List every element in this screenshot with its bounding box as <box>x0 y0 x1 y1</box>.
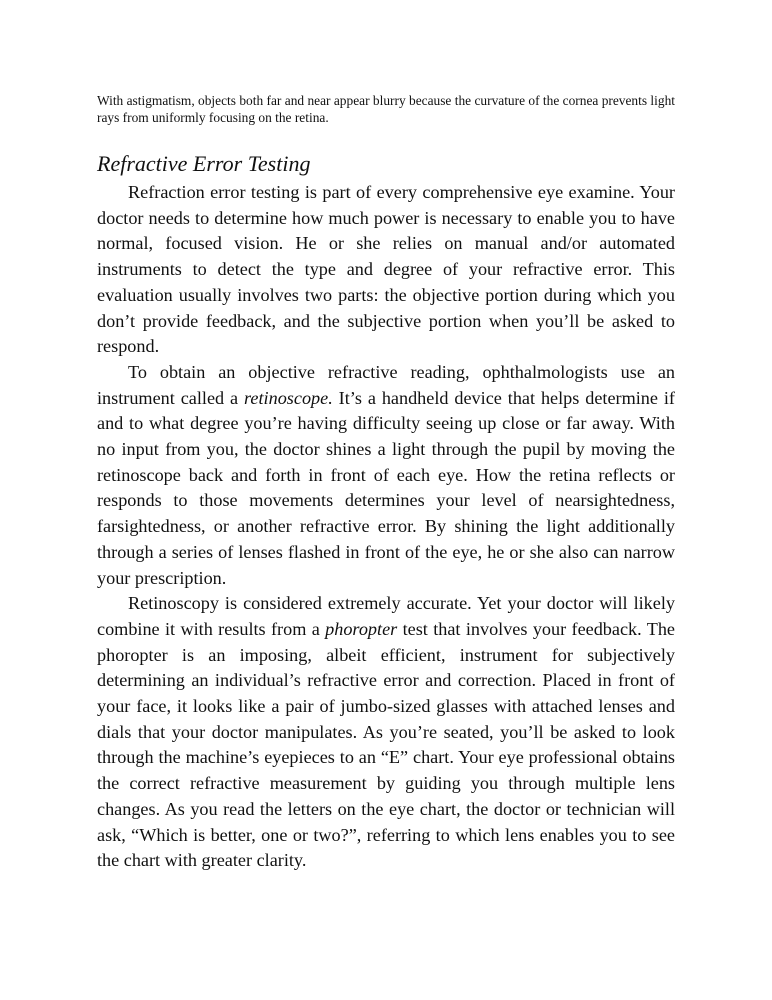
paragraph-text: Retinoscopy is considered extremely accurate. Yet your doctor will likely combine it with results from a <box>97 593 675 639</box>
section-title: Refractive Error Testing <box>97 151 311 176</box>
term-retinoscope: retinoscope. <box>244 387 333 408</box>
paragraph-text: test that involves your feedback. The phoropter is an imposing, albeit efficient, instrument for subjectively determining an individual’s refractive error and correction. Placed in front of your face, it looks like a pair of jumbo-sized glasses with attached lenses and dials that your doctor manipulates. As you’re seated, you’ll be asked to look through the machine’s eyepieces to an “E” chart. Your eye professional obtains the correct refractive measurement by guiding you through multiple lens changes. As you read the letters on the eye chart, the doctor or technician will ask, “Which is better, one or two?”, referring to which lens enables you to see the chart with greater clarity. <box>97 618 675 871</box>
paragraph-text: To obtain an objective refractive reading, ophthalmologists use an instrument called a <box>97 361 675 408</box>
paragraph-text: It’s a handheld device that helps determine if and to what degree you’re having difficulty seeing up close or far away. With no input from you, the doctor shines a light through the pupil by moving the retinoscope back and forth in front of each eye. How the retina reflects or responds to those movements determines your level of nearsightedness, farsightedness, or another refractive error. By shining the light additionally through a series of lenses flashed in front of the eye, he or she also can narrow your prescription. <box>97 387 675 588</box>
paragraph-phoropter <box>97 591 675 874</box>
figure-caption: With astigmatism, objects both far and near appear blurry because the curvature of the cornea prevents light rays from uniformly focusing on the retina. <box>97 93 675 125</box>
term-phoropter: phoropter <box>325 618 398 639</box>
paragraph-refraction-testing: Refraction error testing is part of every comprehensive eye examine. Your doctor needs to determine how much power is necessary to enable you to have normal, focused vision. He or she relies on manual and/or automated instruments to detect the type and degree of your refractive error. This evaluation usually involves two parts: the objective portion during which you don’t provide feedback, and the subjective portion when you’ll be asked to respond. <box>97 182 675 357</box>
paragraph-retinoscope <box>97 360 675 591</box>
